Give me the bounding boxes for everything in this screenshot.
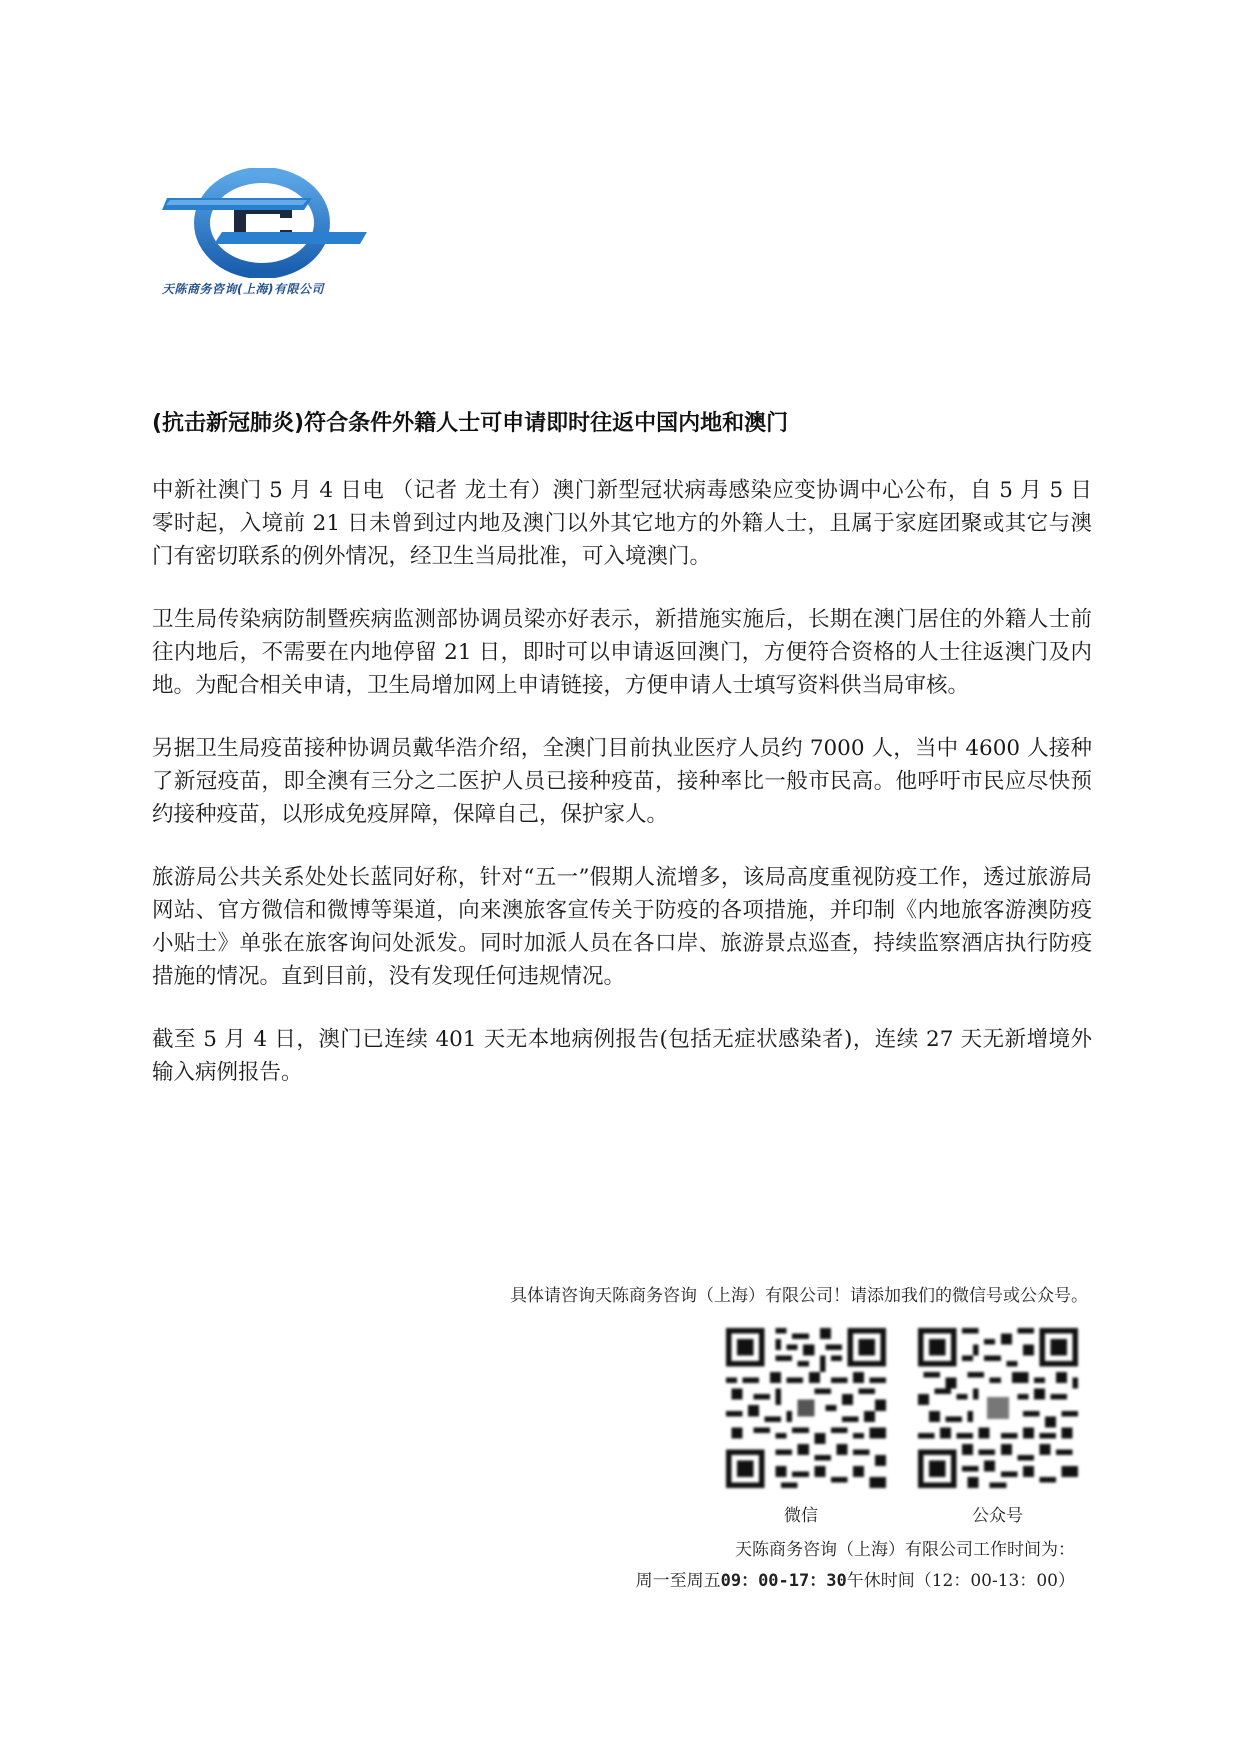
article-paragraph: 中新社澳门 5 月 4 日电 （记者 龙土有）澳门新型冠状病毒感染应变协调中心公布，自 5 月 5 日零时起，入境前 21 日未曾到过内地及澳门以外其它地方的外籍人士，且属于家庭团聚或其它与澳门有密切联系的例外情况，经卫生当局批准，可入境澳门。 (152, 478, 1092, 569)
article-paragraph: 截至 5 月 4 日，澳门已连续 401 天无本地病例报告(包括无症状感染者)，连续 27 天无新增境外输入病例报告。 (152, 1027, 1092, 1085)
company-logo (162, 168, 372, 306)
work-hours-lunch: 午休时间（12：00-13：00） (846, 1571, 1075, 1591)
wechat-qr-code[interactable] (726, 1328, 886, 1488)
contact-note: 具体请咨询天陈商务咨询（上海）有限公司！请添加我们的微信号或公众号。 (510, 1286, 1088, 1306)
article-paragraph: 卫生局传染病防制暨疾病监测部协调员梁亦好表示，新措施实施后，长期在澳门居住的外籍人士前往内地后，不需要在内地停留 21 日，即时可以申请返回澳门，方便符合资格的人士往返澳门及内地。为配合相关申请，卫生局增加网上申请链接，方便申请人士填写资料供当局审核。 (152, 607, 1092, 698)
work-hours-title: 天陈商务咨询（上海）有限公司工作时间为： (735, 1540, 1075, 1560)
public-account-qr-code[interactable] (918, 1328, 1078, 1488)
article-body (152, 474, 1092, 1119)
article-paragraph: 另据卫生局疫苗接种协调员戴华浩介绍，全澳门目前执业医疗人员约 7000 人，当中 4600 人接种了新冠疫苗，即全澳有三分之二医护人员已接种疫苗，接种率比一般市民高。他呼吁市民应尽快预约接种疫苗，以形成免疫屏障，保障自己，保护家人。 (152, 736, 1092, 827)
article-paragraph: 旅游局公共关系处处长蓝同好称，针对“五一”假期人流增多，该局高度重视防疫工作，透过旅游局网站、官方微信和微博等渠道，向来澳旅客宣传关于防疫的各项措施，并印制《内地旅客游澳防疫小贴士》单张在旅客询问处派发。同时加派人员在各口岸、旅游景点巡查，持续监察酒店执行防疫措施的情况。直到目前，没有发现任何违规情况。 (152, 865, 1092, 989)
work-hours-time: 09：00-17：30 (720, 1571, 847, 1591)
company-logo-caption: 天陈商务咨询(上海)有限公司 (162, 282, 324, 296)
article-title: (抗击新冠肺炎)符合条件外籍人士可申请即时往返中国内地和澳门 (152, 411, 789, 436)
qr-code-icon (726, 1328, 886, 1488)
public-account-qr-label: 公众号 (972, 1506, 1023, 1526)
wechat-qr-label: 微信 (784, 1506, 818, 1526)
company-logo-icon (162, 168, 372, 278)
work-hours-days: 周一至周五 (635, 1571, 721, 1591)
work-hours-line (636, 1566, 1075, 1591)
qr-code-icon (918, 1328, 1078, 1488)
